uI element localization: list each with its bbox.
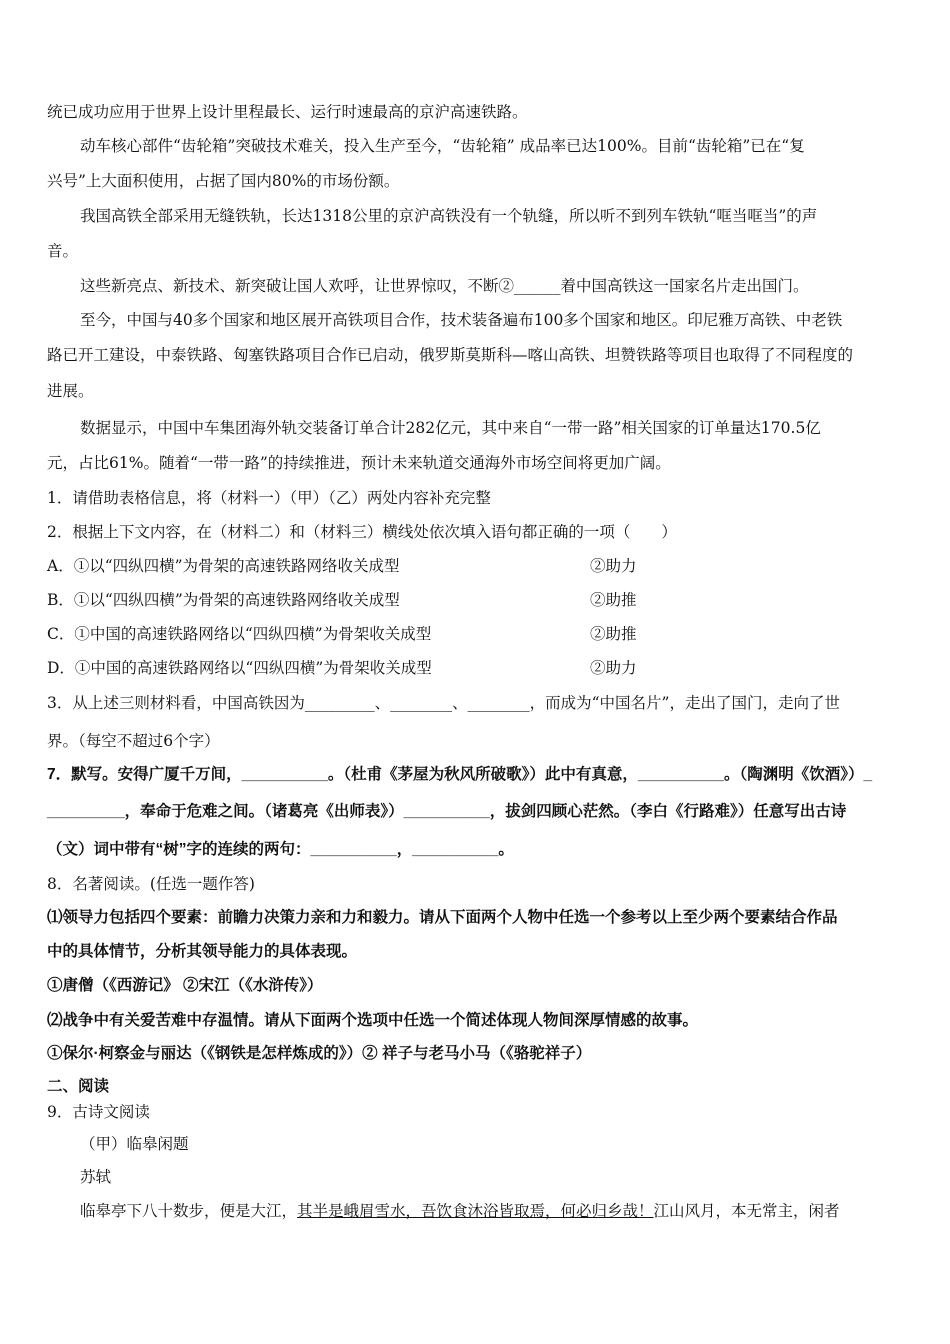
option-c-part1: C．①中国的高速铁路网络以“四纵四横”为骨架收关成型: [47, 625, 432, 643]
material-line: 我国高铁全部采用无缝铁轨，长达1318公里的京沪高铁没有一个轨缝，所以听不到列车铁轨“哐当哐当”的声: [80, 207, 818, 225]
material-line: 兴号”上大面积使用，占据了国内80%的市场份额。: [47, 172, 400, 190]
option-d: [47, 657, 907, 679]
material-line: 动车核心部件“齿轮箱”突破技术难关，投入生产至今，“齿轮箱” 成品率已达100%。目前“齿轮箱”已在“复: [80, 137, 805, 155]
q8-part1-cont: 中的具体情节，分析其领导能力的具体表现。: [47, 943, 358, 960]
material-line: 元，占比61%。随着“一带一路”的持续推进，预计未来轨道交通海外市场空间将更加广阔。: [47, 454, 671, 472]
question-8: 8．名著阅读。(任选一题作答): [47, 875, 255, 893]
q8-part1: ⑴领导力包括四个要素：前瞻力决策力亲和力和毅力。请从下面两个人物中任选一个参考以上至少两个要素结合作品: [47, 909, 838, 926]
q8-part2-options: ①保尔·柯察金与丽达（《钢铁是怎样炼成的》）② 祥子与老马小马（《骆驼祥子）: [47, 1045, 592, 1062]
material-line: 至今，中国与40多个国家和地区展开高铁项目合作，技术装备遍布100多个国家和地区。印尼雅万高铁、中老铁: [80, 311, 843, 329]
material-line: 进展。: [47, 382, 94, 400]
material-line: 音。: [47, 242, 79, 260]
question-3-cont: 界。（每空不超过6个字）: [47, 732, 220, 750]
option-b-part2: ②助推: [590, 591, 637, 609]
poem-text-part1: 临皋亭下八十数步，便是大江，: [80, 1202, 298, 1220]
section-heading: 二、阅读: [47, 1078, 110, 1095]
option-b: [47, 589, 907, 611]
material-line: 路已开工建设，中泰铁路、匈塞铁路项目合作已启动，俄罗斯莫斯科—喀山高铁、坦赞铁路等项目也取得了不同程度的: [47, 346, 854, 364]
question-7-cont: _________，奉命于危难之间。（诸葛亮《出师表》）__________，拔剑四顾心茫然。（李白《行路难》）任意写出古诗: [47, 803, 847, 820]
question-7: 7．默写。安得广厦千万间，__________。（杜甫《茅屋为秋风所破歌》）此中有真意，__________。（陶渊明《饮酒》）_: [47, 766, 873, 783]
poem-text: [80, 1200, 840, 1222]
question-7-cont: （文）词中带有“树”字的连续的两句：__________，__________。: [47, 841, 514, 858]
option-c-part2: ②助推: [590, 625, 637, 643]
material-line: 这些新亮点、新技术、新突破让国人欢呼，让世界惊叹，不断②______着中国高铁这一国家名片走出国门。: [80, 277, 809, 295]
option-a-part2: ②助力: [590, 557, 637, 575]
option-a: [47, 555, 907, 577]
option-c: [47, 623, 907, 645]
option-a-part1: A．①以“四纵四横”为骨架的高速铁路网络收关成型: [47, 557, 400, 575]
material-line: 统已成功应用于世界上设计里程最长、运行时速最高的京沪高速铁路。: [47, 103, 528, 121]
poem-author: 苏轼: [80, 1168, 112, 1186]
option-d-part2: ②助力: [590, 659, 637, 677]
q8-part1-options: ①唐僧（《西游记》 ②宋江（《水浒传》）: [47, 977, 323, 994]
option-b-part1: B．①以“四纵四横”为骨架的高速铁路网络收关成型: [47, 591, 400, 609]
question-9: 9．古诗文阅读: [47, 1103, 150, 1121]
material-line: 数据显示，中国中车集团海外轨交装备订单合计282亿元，其中来自“一带一路”相关国家的订单量达170.5亿: [80, 419, 821, 437]
poem-text-underlined: 其半是峨眉雪水，吾饮食沐浴皆取焉，何必归乡哉！: [297, 1202, 654, 1220]
option-d-part1: D．①中国的高速铁路网络以“四纵四横”为骨架收关成型: [47, 659, 432, 677]
poem-title: （甲）临皋闲题: [80, 1135, 189, 1153]
poem-text-part2: 江山风月，本无常主，闲者: [653, 1202, 840, 1220]
question-3: 3．从上述三则材料看，中国高铁因为_________、________、________，而成为“中国名片”，走出了国门，走向了世: [47, 694, 840, 712]
question-1: 1．请借助表格信息，将（材料一）（甲）（乙）两处内容补充完整: [47, 489, 491, 507]
q8-part2: ⑵战争中有关爱苦难中存温情。请从下面两个选项中任选一个简述体现人物间深厚情感的故事。: [47, 1012, 699, 1029]
question-2: 2．根据上下文内容，在（材料二）和（材料三）横线处依次填入语句都正确的一项（ ）: [47, 523, 677, 541]
